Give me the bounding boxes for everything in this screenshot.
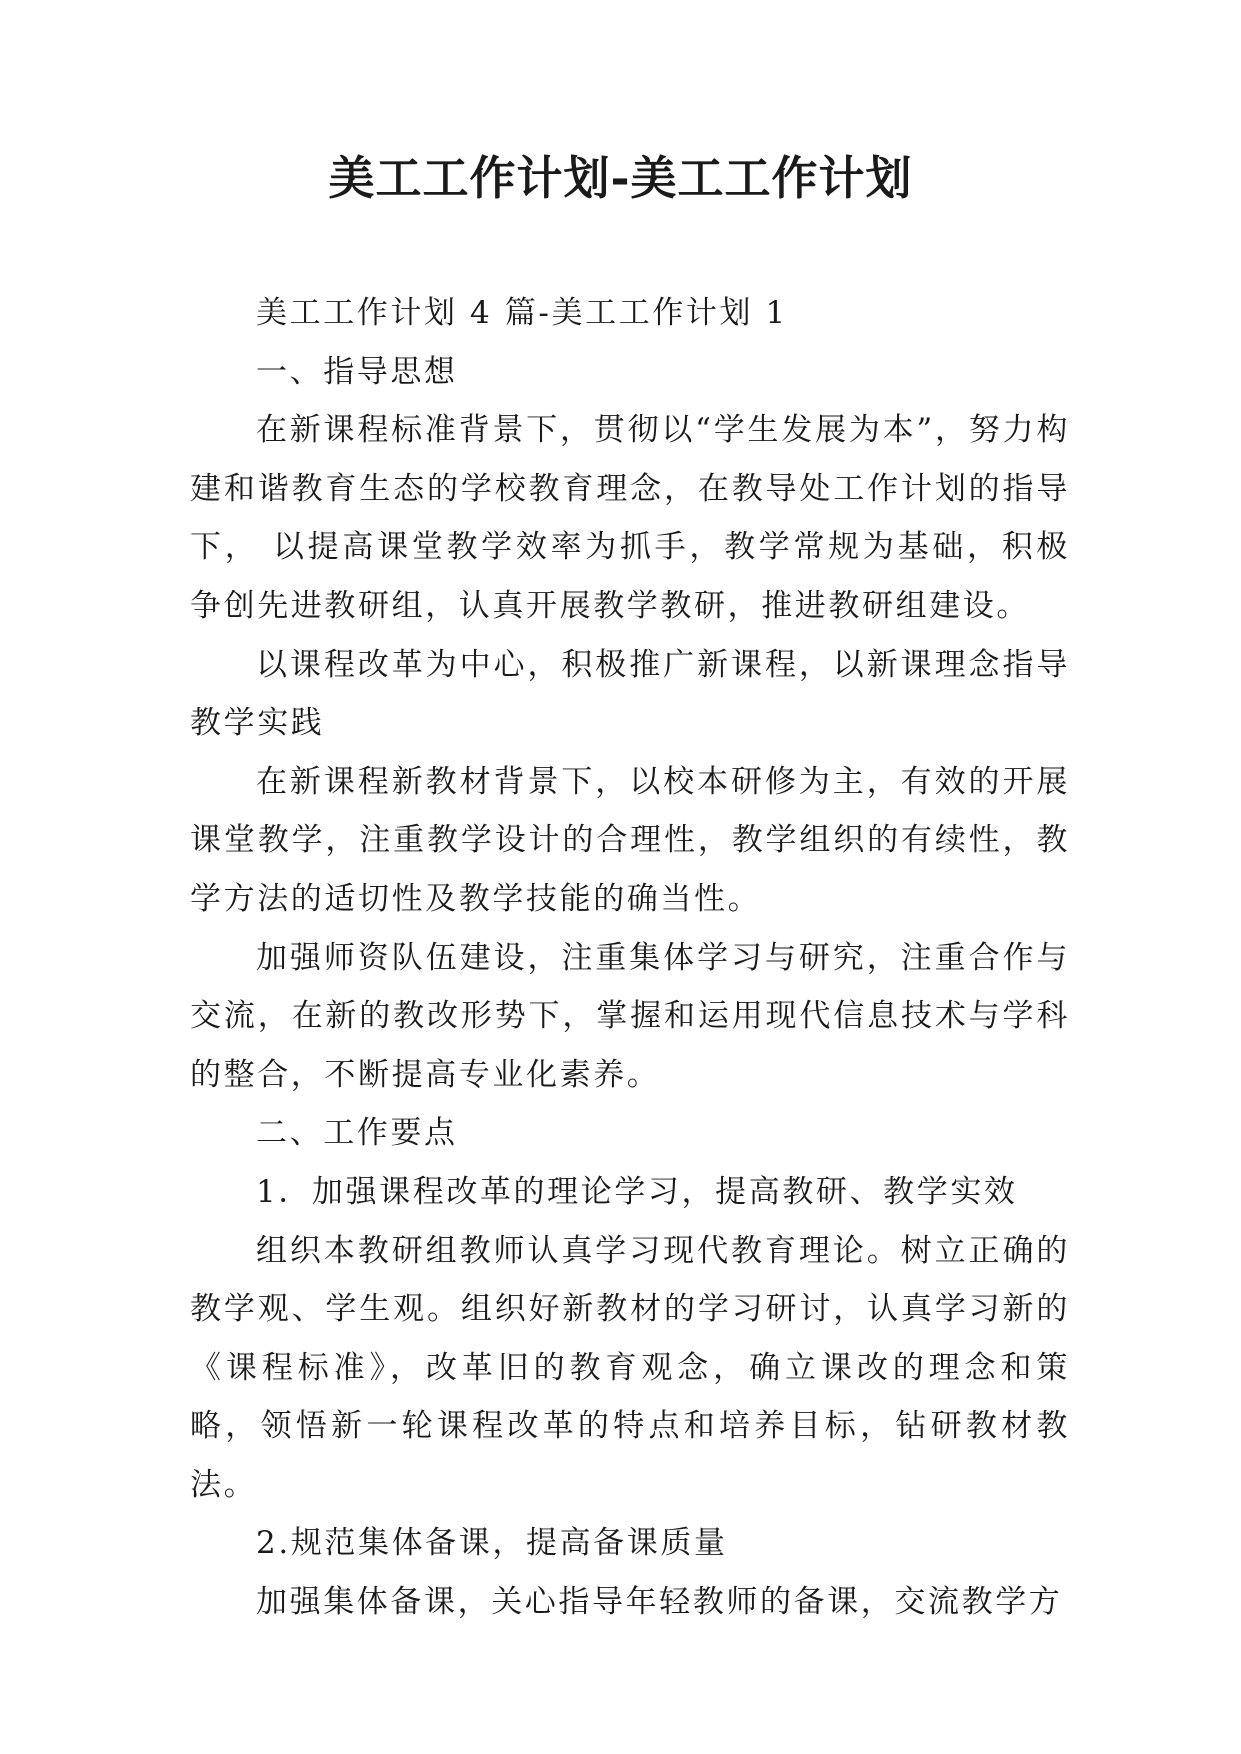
document-body [190,284,1070,1632]
paragraph: 在新课程标准背景下，贯彻以“学生发展为本”，努力构建和谐教育生态的学校教育理念，在教导处工作计划的指导下， 以提高课堂教学效率为抓手，教学常规为基础，积极争创先进教研组，认真开展教学教研，推进教研组建设。 [190,412,1070,624]
paragraph: 加强师资队伍建设，注重集体学习与研究，注重合作与交流，在新的教改形势下，掌握和运用现代信息技术与学科的整合，不断提高专业化素养。 [190,939,1070,1093]
section-heading-guiding-thought: 一、指导思想 [256,353,458,390]
subheading-item-1: 1．加强课程改革的理论学习，提高教研、教学实效 [256,1173,1018,1210]
paragraph-heading-plan: 美工工作计划 4 篇-美工工作计划 1 [256,295,788,331]
subheading-item-2: 2.规范集体备课，提高备课质量 [256,1525,728,1562]
paragraph: 在新课程新教材背景下，以校本研修为主，有效的开展课堂教学，注重教学设计的合理性，教学组织的有续性，教学方法的适切性及教学技能的确当性。 [190,763,1070,917]
paragraph: 以课程改革为中心，积极推广新课程，以新课理念指导教学实践 [190,646,1070,742]
paragraph: 加强集体备课，关心指导年轻教师的备课，交流教学方 [256,1584,1063,1621]
paragraph: 组织本教研组教师认真学习现代教育理论。树立正确的教学观、学生观。组织好新教材的学习研讨，认真学习新的《课程标准》，改革旧的教育观念，确立课改的理念和策略，领悟新一轮课程改革的特点和培养目标，钻研教材教法。 [190,1232,1070,1503]
section-heading-work-points: 二、工作要点 [256,1115,458,1152]
document-title: 美工工作计划-美工工作计划 [328,151,913,205]
